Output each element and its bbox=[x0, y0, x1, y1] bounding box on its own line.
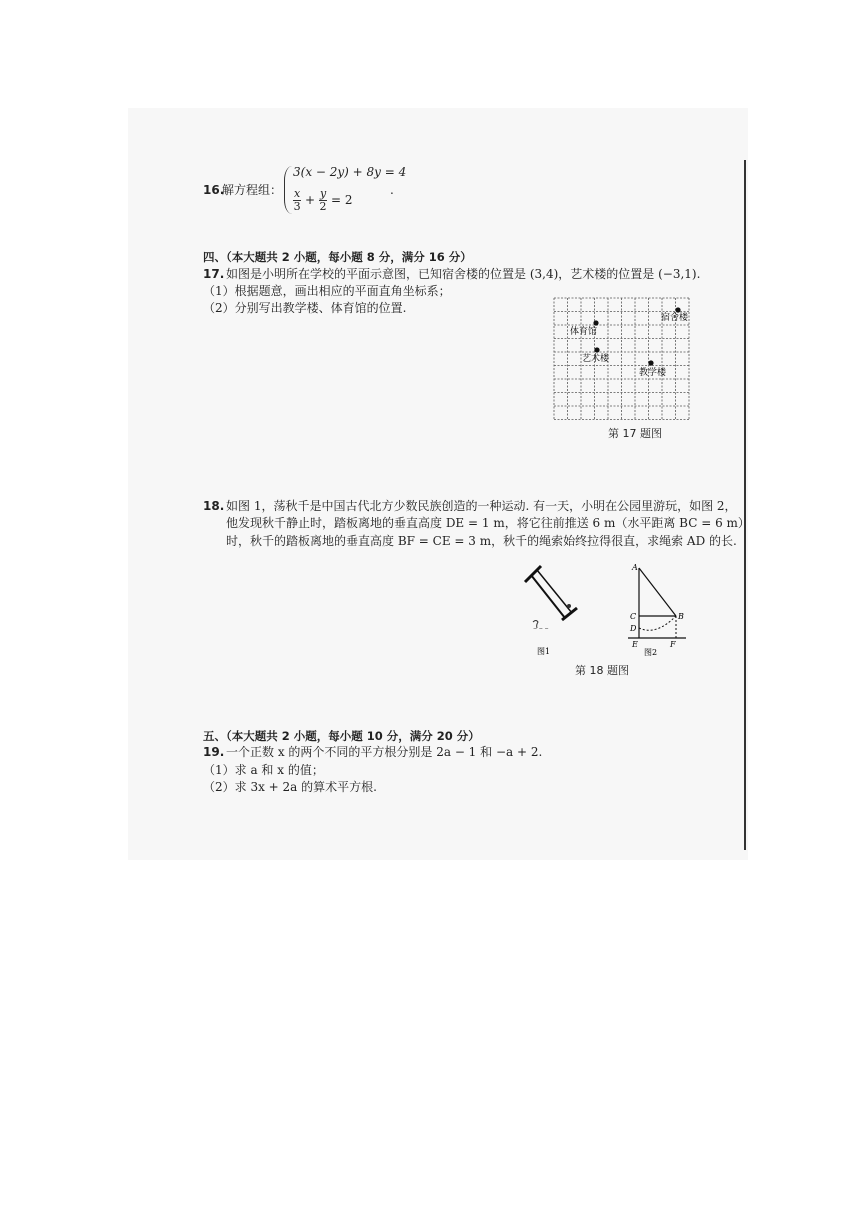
gym-point bbox=[593, 320, 598, 325]
point-B: B bbox=[678, 612, 684, 621]
swing-rope-2 bbox=[537, 570, 572, 613]
dorm-point bbox=[675, 307, 680, 312]
swing-arc bbox=[639, 616, 676, 630]
fig2-label: 图2 bbox=[644, 648, 658, 657]
swing-rope-1 bbox=[531, 575, 565, 618]
swing-top-bar bbox=[525, 566, 541, 582]
frac2-numerator: y bbox=[319, 187, 327, 200]
fraction-x-3 bbox=[293, 188, 301, 213]
teach-point bbox=[648, 360, 653, 365]
section-5-header: 五、（本大题共 2 小题，每小题 10 分，满分 20 分） bbox=[203, 729, 480, 743]
page-edge-line bbox=[744, 160, 746, 850]
frac1-numerator: x bbox=[294, 187, 301, 200]
q17-part-2: （2）分别写出教学楼、体育馆的位置. bbox=[203, 301, 407, 315]
fraction-y-2 bbox=[319, 188, 327, 213]
q16-number: 16. bbox=[203, 183, 225, 197]
fig1-label: 图1 bbox=[537, 647, 551, 656]
q17-grid-figure bbox=[552, 296, 698, 422]
point-E: E bbox=[632, 640, 638, 649]
q18-number: 18. bbox=[203, 499, 225, 513]
frac1-denominator: 3 bbox=[293, 200, 301, 213]
q17-text: 如图是小明所在学校的平面示意图，已知宿舍楼的位置是 (3,4)，艺术楼的位置是 (−3,1). bbox=[226, 267, 701, 281]
q18-caption: 第 18 题图 bbox=[575, 664, 629, 677]
rope-AB bbox=[639, 568, 676, 616]
equation-brace bbox=[284, 166, 293, 214]
q17-caption: 第 17 题图 bbox=[608, 427, 662, 440]
swing-rider bbox=[567, 604, 571, 608]
frac2-denominator: 2 bbox=[319, 200, 327, 213]
q19-part-2: （2）求 3x + 2a 的算术平方根. bbox=[203, 780, 377, 794]
q16-equation-1: 3(x − 2y) + 8y = 4 bbox=[293, 165, 407, 179]
q19-text: 一个正数 x 的两个不同的平方根分别是 2a − 1 和 −a + 2. bbox=[226, 745, 543, 759]
q18-line-3: 时，秋千的踏板离地的垂直高度 BF = CE = 3 m，秋千的绳索始终拉得很直，求绳索 AD 的长. bbox=[226, 534, 737, 548]
section-4-header: 四、（本大题共 2 小题，每小题 8 分，满分 16 分） bbox=[203, 250, 472, 264]
teach-label: 教学楼 bbox=[639, 368, 667, 378]
point-C: C bbox=[630, 612, 637, 621]
point-A: A bbox=[632, 563, 638, 572]
q17-number: 17. bbox=[203, 267, 225, 281]
q16-text: 解方程组： bbox=[222, 183, 283, 197]
point-F: F bbox=[670, 640, 676, 649]
q17-part-1: （1）根据题意，画出相应的平面直角坐标系； bbox=[203, 284, 451, 298]
swing-figure-2 bbox=[622, 560, 692, 660]
q19-part-1: （1）求 a 和 x 的值； bbox=[203, 763, 324, 777]
q16-end-period: . bbox=[390, 183, 394, 197]
q19-number: 19. bbox=[203, 745, 225, 759]
equation-2-rhs: = 2 bbox=[330, 193, 353, 207]
ground-scribble: ~ ~ ~ bbox=[533, 626, 549, 632]
q18-line-2: 他发现秋千静止时，踏板离地的垂直高度 DE = 1 m，将它往前推送 6 m（水平距离 BC = 6 m） bbox=[226, 516, 750, 530]
swing-figure-1 bbox=[515, 558, 595, 658]
q18-line-1: 如图 1，荡秋千是中国古代北方少数民族创造的一种运动. 有一天，小明在公园里游玩，如图 2， bbox=[226, 499, 737, 513]
plus-sign: + bbox=[305, 193, 316, 207]
art-label: 艺术楼 bbox=[582, 354, 610, 364]
art-point bbox=[594, 347, 599, 352]
point-D: D bbox=[630, 624, 637, 633]
dorm-label: 宿舍楼 bbox=[661, 313, 689, 323]
q16-equation-2 bbox=[293, 188, 353, 213]
gym-label: 体育馆 bbox=[570, 327, 598, 337]
